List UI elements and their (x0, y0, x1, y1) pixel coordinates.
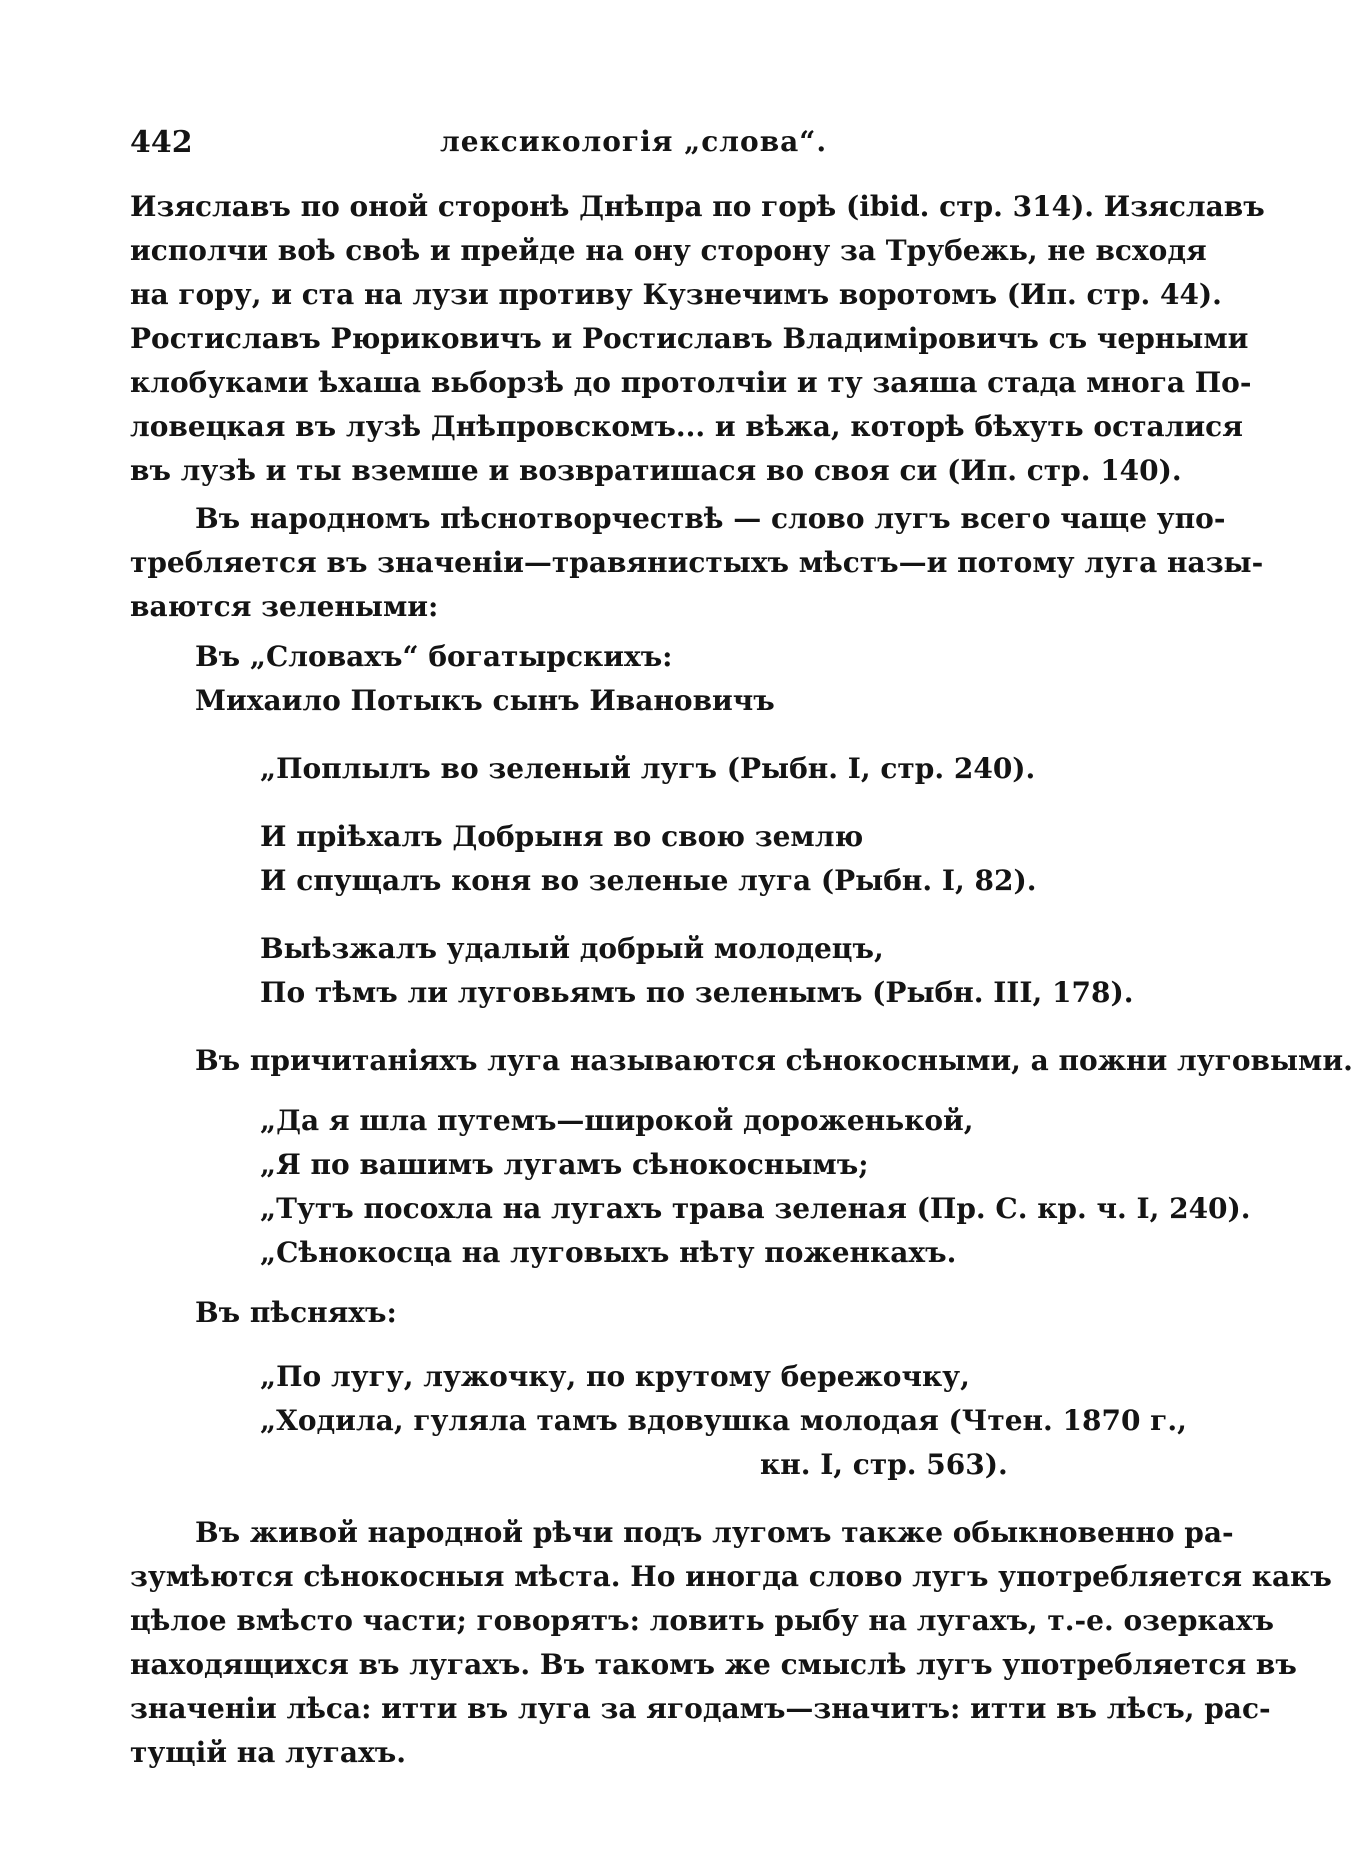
verse-line: „Ходила, гуляла тамъ вдовушка молодая (Чтен. 1870 г., (260, 1404, 1187, 1437)
text-line: находящихся въ лугахъ. Въ такомъ же смыслѣ лугъ употребляется въ (130, 1648, 1297, 1681)
verse-line: кн. I, стр. 563). (760, 1448, 1008, 1481)
text-line: Въ „Словахъ“ богатырскихъ: (195, 640, 673, 673)
text-line: Ростиславъ Рюриковичъ и Ростиславъ Владиміровичъ съ черными (130, 322, 1249, 355)
text-line: Въ причитаніяхъ луга называются сѣнокосными, а пожни луговыми. (195, 1044, 1353, 1077)
text-line: клобуками ѣхаша вьборзѣ до протолчіи и ту заяша стада многа По- (130, 366, 1252, 399)
page-number: 442 (130, 125, 193, 160)
verse-line: Выѣзжалъ удалый добрый молодецъ, (260, 932, 884, 965)
verse-line: „Я по вашимъ лугамъ сѣнокоснымъ; (260, 1148, 869, 1181)
verse-line: По тѣмъ ли луговьямъ по зеленымъ (Рыбн. III, 178). (260, 976, 1134, 1009)
verse-line: „Сѣнокосца на луговыхъ нѣту поженкахъ. (260, 1236, 957, 1269)
verse-line: „Тутъ посохла на лугахъ трава зеленая (Пр. С. кр. ч. I, 240). (260, 1192, 1251, 1225)
text-line: Въ народномъ пѣснотворчествѣ — слово лугъ всего чаще упо- (195, 502, 1226, 535)
text-line: зумѣются сѣнокосныя мѣста. Но иногда слово лугъ употребляется какъ (130, 1560, 1332, 1593)
verse-line: „Поплылъ во зеленый лугъ (Рыбн. I, стр. 240). (260, 752, 1036, 785)
text-line: ваются зелеными: (130, 590, 439, 623)
verse-line: И спущалъ коня во зеленые луга (Рыбн. I, 82). (260, 864, 1037, 897)
running-title: лексикологія „слова“. (440, 125, 828, 158)
text-line: въ лузѣ и ты вземше и возвратишася во своя си (Ип. стр. 140). (130, 454, 1182, 487)
text-line: цѣлое вмѣсто части; говорятъ: ловить рыбу на лугахъ, т.-е. озеркахъ (130, 1604, 1274, 1637)
verse-line: И пріѣхалъ Добрыня во свою землю (260, 820, 864, 853)
text-line: на гору, и ста на лузи противу Кузнечимъ воротомъ (Ип. стр. 44). (130, 278, 1222, 311)
text-line: тущій на лугахъ. (130, 1736, 406, 1769)
text-line: ловецкая въ лузѣ Днѣпровскомъ... и вѣжа, которѣ бѣхуть осталися (130, 410, 1243, 443)
text-line: Въ пѣсняхъ: (195, 1296, 397, 1329)
verse-line: „Да я шла путемъ—широкой дороженькой, (260, 1104, 974, 1137)
text-line: Михаило Потыкъ сынъ Ивановичъ (195, 684, 775, 717)
text-line: Изяславъ по оной сторонѣ Днѣпра по горѣ (ibid. стр. 314). Изяславъ (130, 190, 1265, 223)
text-line: Въ живой народной рѣчи подъ лугомъ также обыкновенно ра- (195, 1516, 1234, 1549)
verse-line: „По лугу, лужочку, по крутому бережочку, (260, 1360, 970, 1393)
text-line: значеніи лѣса: итти въ луга за ягодамъ—значитъ: итти въ лѣсъ, рас- (130, 1692, 1271, 1725)
text-line: требляется въ значеніи—травянистыхъ мѣстъ—и потому луга назы- (130, 546, 1264, 579)
text-line: исполчи воѣ своѣ и прейде на ону сторону за Трубежь, не всходя (130, 234, 1207, 267)
